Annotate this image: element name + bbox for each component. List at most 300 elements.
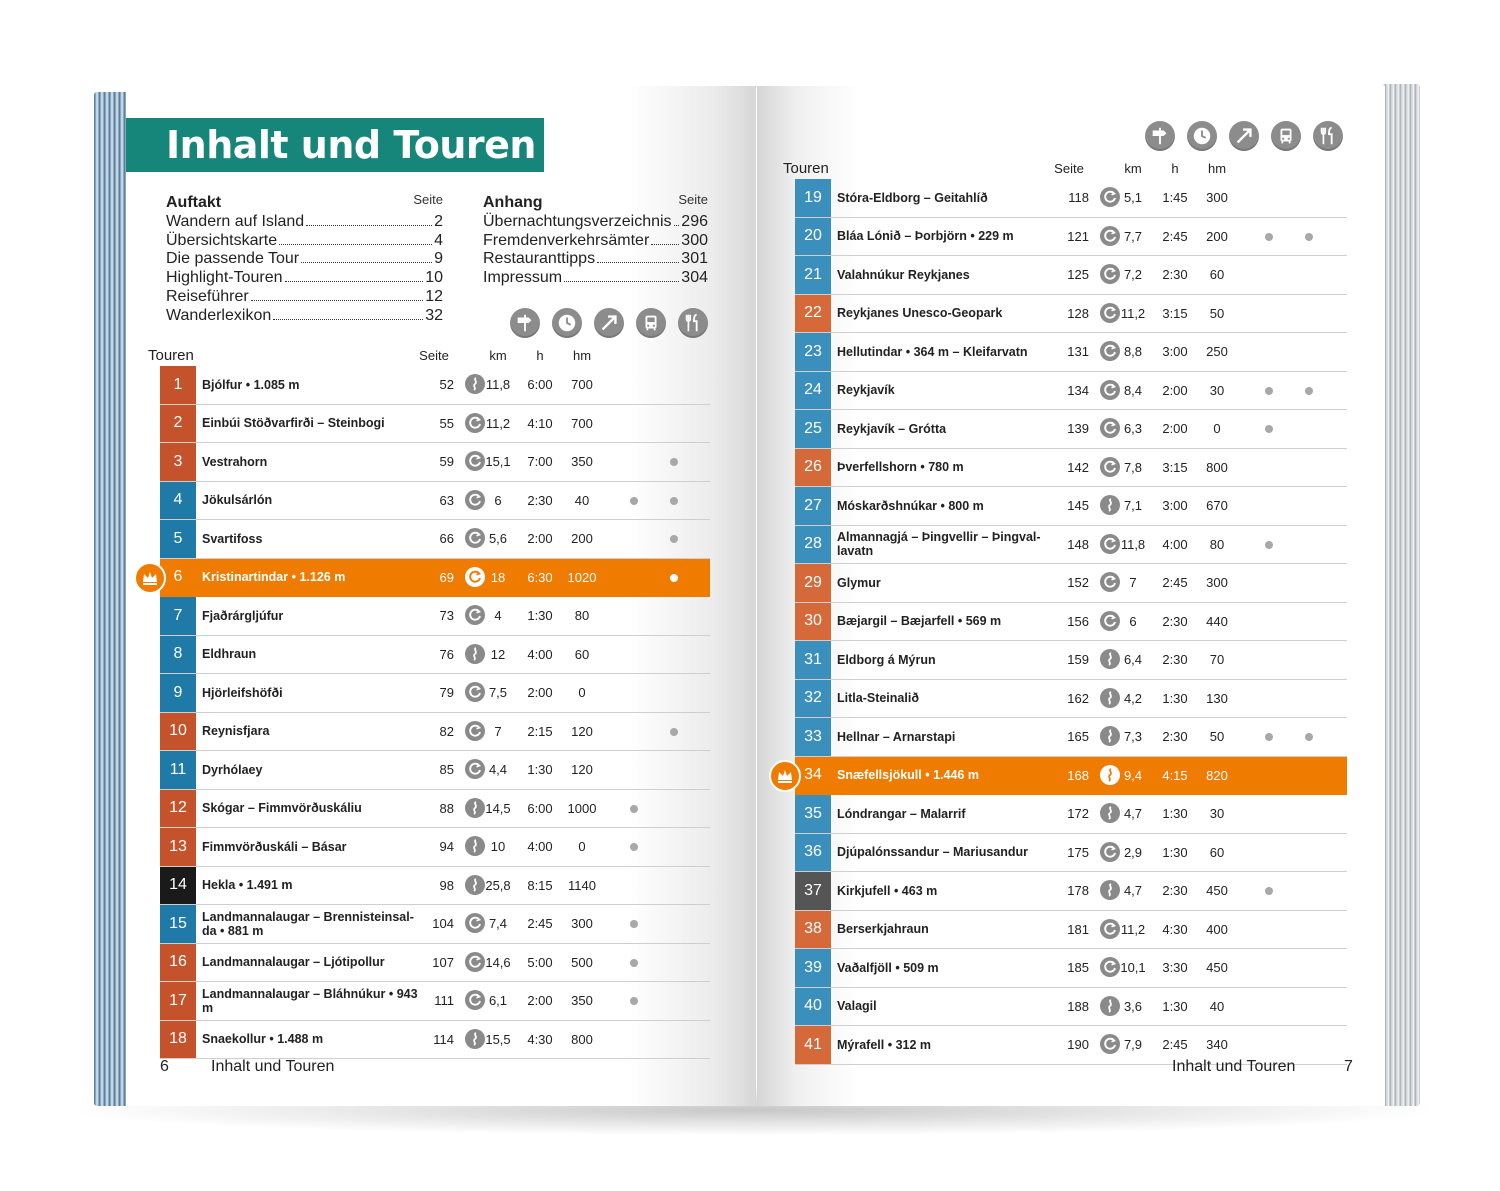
tour-row[interactable] <box>160 905 710 944</box>
tour-duration: 1:30 <box>527 608 553 624</box>
tour-row[interactable] <box>795 757 1347 796</box>
tour-number: 5 <box>160 520 196 558</box>
tour-km: 11,8 <box>485 377 511 393</box>
toc-entry-page: 12 <box>425 287 443 305</box>
tour-page: 128 <box>1067 305 1089 321</box>
tour-elevation: 80 <box>1209 536 1225 552</box>
tour-page: 111 <box>434 993 454 1009</box>
bus-icon <box>636 308 666 338</box>
table-header <box>148 344 710 366</box>
tour-km: 15,5 <box>485 1031 511 1047</box>
toc-anhang-seite-label: Seite <box>678 192 708 207</box>
bus-available-dot <box>630 843 638 851</box>
toc-leader-dots <box>651 244 679 245</box>
tour-elevation: 400 <box>1206 921 1228 937</box>
tour-row[interactable] <box>160 944 710 983</box>
tour-row[interactable] <box>160 443 710 482</box>
toc-entry-label: Highlight-Touren <box>166 269 283 287</box>
tour-number: 11 <box>160 751 196 789</box>
tour-row[interactable] <box>795 526 1347 565</box>
tour-number: 10 <box>160 713 196 751</box>
tour-elevation: 70 <box>1209 652 1225 668</box>
tour-elevation: 300 <box>571 916 593 932</box>
tour-number: 22 <box>795 295 831 333</box>
tour-name: Svartifoss <box>202 531 263 546</box>
tour-row[interactable] <box>160 713 710 752</box>
restaurant-available-dot <box>670 728 678 736</box>
tour-name: Bjólfur • 1.085 m <box>202 377 300 392</box>
tour-km: 14,6 <box>485 954 511 970</box>
tour-km: 3,6 <box>1123 998 1143 1014</box>
footer-title: Inhalt und Touren <box>211 1058 335 1075</box>
restaurant-icon <box>678 308 708 338</box>
toc-entry-label: Die passende Tour <box>166 250 300 268</box>
tour-number: 23 <box>795 333 831 371</box>
toc-entry-label: Reiseführer <box>166 287 249 305</box>
tour-elevation: 1000 <box>567 800 597 816</box>
tour-km: 8,8 <box>1123 344 1143 360</box>
header-touren: Touren <box>783 160 829 177</box>
tour-km: 4,7 <box>1123 883 1143 899</box>
tour-elevation: 350 <box>571 993 593 1009</box>
tour-page: 139 <box>1067 421 1089 437</box>
header-h: h <box>1171 161 1179 176</box>
restaurant-available-dot <box>1305 733 1313 741</box>
toc-auftakt-entry[interactable] <box>166 232 443 251</box>
tour-row[interactable] <box>795 603 1347 642</box>
restaurant-available-dot <box>1305 387 1313 395</box>
toc-auftakt-entry[interactable] <box>166 250 443 269</box>
header-km: km <box>489 348 507 363</box>
tour-page: 85 <box>439 762 454 778</box>
tour-name: Móskarðshnúkar • 800 m <box>837 498 984 513</box>
footer-page-number: 7 <box>1344 1058 1353 1075</box>
tour-page: 190 <box>1067 1037 1089 1053</box>
tour-name: Jökulsárlón <box>202 493 273 508</box>
tour-name: Vestrahorn <box>202 454 268 469</box>
tour-row[interactable] <box>160 366 710 405</box>
page-title: Inhalt und Touren <box>126 118 544 172</box>
tour-page: 145 <box>1067 498 1089 514</box>
bus-available-dot <box>630 997 638 1005</box>
tour-elevation: 60 <box>1209 267 1225 283</box>
tour-name: Fimmvörðuskáli – Básar <box>202 839 347 854</box>
tour-page: 181 <box>1067 921 1089 937</box>
tour-elevation: 120 <box>571 762 593 778</box>
toc-entry-page: 301 <box>681 250 708 268</box>
tour-duration: 1:30 <box>1162 844 1188 860</box>
tour-km: 8,4 <box>1123 382 1143 398</box>
tour-number: 28 <box>795 526 831 564</box>
tour-number: 7 <box>160 597 196 635</box>
tour-elevation: 670 <box>1206 498 1228 514</box>
tour-elevation: 440 <box>1206 613 1228 629</box>
clock-icon <box>1187 121 1217 151</box>
tour-duration: 8:15 <box>527 877 553 893</box>
tour-km: 15,1 <box>485 454 511 470</box>
tour-km: 7,2 <box>1123 267 1143 283</box>
bus-icon <box>1271 121 1301 151</box>
tour-row[interactable] <box>795 834 1347 873</box>
tour-row[interactable] <box>160 1021 710 1060</box>
tour-km: 11,2 <box>1120 921 1146 937</box>
toc-auftakt-entry[interactable] <box>166 307 443 326</box>
tour-row[interactable] <box>160 751 710 790</box>
tour-duration: 1:30 <box>1162 690 1188 706</box>
toc-leader-dots <box>301 262 432 263</box>
tour-row[interactable] <box>795 949 1347 988</box>
tour-number: 34 <box>795 757 831 795</box>
toc-entry-page: 4 <box>434 231 443 249</box>
tour-number: 27 <box>795 487 831 525</box>
tour-number: 38 <box>795 911 831 949</box>
tour-row[interactable] <box>795 295 1347 334</box>
tour-row[interactable] <box>160 559 710 598</box>
toc-entry-page: 2 <box>434 212 443 230</box>
tour-row[interactable] <box>795 718 1347 757</box>
tour-duration: 3:00 <box>1162 344 1188 360</box>
tour-elevation: 30 <box>1209 806 1225 822</box>
tour-km: 9,4 <box>1123 767 1143 783</box>
tour-duration: 2:30 <box>1162 883 1188 899</box>
tour-name: Reynisfjara <box>202 724 270 739</box>
tour-page: 178 <box>1067 883 1089 899</box>
tour-elevation: 50 <box>1209 729 1225 745</box>
tour-duration: 3:15 <box>1162 305 1188 321</box>
tour-number: 25 <box>795 410 831 448</box>
tour-number: 37 <box>795 872 831 910</box>
tour-elevation: 0 <box>578 685 586 701</box>
bus-available-dot <box>630 920 638 928</box>
toc-entry-label: Übernachtungsverzeichnis <box>483 212 672 230</box>
restaurant-available-dot <box>1305 233 1313 241</box>
ascent-arrow-icon <box>594 308 624 338</box>
tour-name: Djúpalónssandur – Mariusandur <box>837 845 1029 860</box>
tour-row[interactable] <box>160 597 710 636</box>
tour-page: 114 <box>433 1031 454 1047</box>
toc-entry-label: Wanderlexikon <box>166 306 272 324</box>
tour-row[interactable] <box>160 405 710 444</box>
toc-leader-dots <box>251 300 424 301</box>
tour-number: 39 <box>795 949 831 987</box>
tour-row[interactable] <box>795 988 1347 1027</box>
tour-page: 134 <box>1067 382 1089 398</box>
tour-number: 17 <box>160 982 196 1020</box>
tour-km: 7,9 <box>1123 1037 1143 1053</box>
toc-auftakt-entry[interactable] <box>166 269 443 288</box>
toc-entry-label: Fremdenverkehrsämter <box>483 231 650 249</box>
page-stack-left <box>94 92 130 1106</box>
header-hm: hm <box>1207 161 1227 176</box>
tour-name: Snæfellsjökull • 1.446 m <box>837 768 979 783</box>
tour-number: 21 <box>795 256 831 294</box>
toc-anhang-entry[interactable] <box>483 269 708 288</box>
tour-elevation: 60 <box>1209 844 1225 860</box>
tour-number: 26 <box>795 449 831 487</box>
bus-available-dot <box>1265 387 1273 395</box>
tour-row[interactable] <box>795 872 1347 911</box>
tour-duration: 2:30 <box>1162 729 1188 745</box>
tour-page: 156 <box>1067 613 1089 629</box>
tour-name: Glymur <box>837 575 881 590</box>
tour-page: 66 <box>439 531 454 547</box>
tour-km: 11,2 <box>1120 305 1146 321</box>
tour-name: Almannagjá – Þingvellir – Þingval-lavatn <box>837 530 1041 559</box>
tour-elevation: 30 <box>1209 382 1225 398</box>
tour-page: 69 <box>439 569 454 585</box>
tour-km: 6,1 <box>488 993 508 1009</box>
tour-duration: 2:30 <box>1162 652 1188 668</box>
tour-row[interactable] <box>795 680 1347 719</box>
tour-page: 172 <box>1067 806 1089 822</box>
tour-number: 8 <box>160 636 196 674</box>
tour-duration: 2:45 <box>1162 1037 1188 1053</box>
tour-page: 142 <box>1067 459 1089 475</box>
tour-km: 5,6 <box>488 531 508 547</box>
tour-number: 35 <box>795 795 831 833</box>
tour-km: 2,9 <box>1123 844 1143 860</box>
toc-leader-dots <box>597 262 679 263</box>
tour-elevation: 120 <box>571 723 593 739</box>
tour-row[interactable] <box>795 218 1347 257</box>
tour-row[interactable] <box>795 641 1347 680</box>
tour-row[interactable] <box>160 982 710 1021</box>
bus-available-dot <box>630 805 638 813</box>
tour-number: 30 <box>795 603 831 641</box>
bus-available-dot <box>630 959 638 967</box>
tour-name: Hellutindar • 364 m – Kleifarvatn <box>837 344 1028 359</box>
tour-duration: 1:45 <box>1162 190 1188 206</box>
header-touren: Touren <box>148 347 194 364</box>
tour-elevation: 700 <box>571 377 593 393</box>
tour-number: 19 <box>795 179 831 217</box>
tour-page: 159 <box>1067 652 1089 668</box>
tour-row[interactable] <box>160 867 710 906</box>
tour-km: 4 <box>494 608 502 624</box>
signpost-icon <box>1145 121 1175 151</box>
tour-page: 52 <box>439 377 454 393</box>
tour-page: 118 <box>1068 190 1089 206</box>
tour-name: Hjörleifshöfði <box>202 685 283 700</box>
tour-row[interactable] <box>160 636 710 675</box>
tour-km: 12 <box>490 646 506 662</box>
tour-row[interactable] <box>795 449 1347 488</box>
tour-km: 6,3 <box>1123 421 1143 437</box>
tour-name: Litla-Steinalið <box>837 691 919 706</box>
tour-name: Lóndrangar – Malarrif <box>837 806 966 821</box>
tour-duration: 3:00 <box>1162 498 1188 514</box>
header-km: km <box>1124 161 1142 176</box>
tour-duration: 2:00 <box>527 685 553 701</box>
tour-number: 13 <box>160 828 196 866</box>
tour-duration: 4:30 <box>1162 921 1188 937</box>
tour-elevation: 40 <box>1209 998 1225 1014</box>
tours-table-right <box>783 157 1347 1065</box>
tour-duration: 4:15 <box>1162 767 1188 783</box>
tour-elevation: 340 <box>1206 1037 1228 1053</box>
tour-page: 63 <box>439 492 454 508</box>
tour-number: 6 <box>160 559 196 597</box>
tour-duration: 2:45 <box>1162 228 1188 244</box>
toc-leader-dots <box>306 225 432 226</box>
tour-number: 24 <box>795 372 831 410</box>
tour-km: 4,2 <box>1123 690 1143 706</box>
tour-row[interactable] <box>160 482 710 521</box>
toc-auftakt-heading: Auftakt <box>166 194 222 211</box>
bus-available-dot <box>630 497 638 505</box>
tour-page: 125 <box>1067 267 1089 283</box>
toc-leader-dots <box>285 281 424 282</box>
tour-number: 9 <box>160 674 196 712</box>
tour-row[interactable] <box>795 372 1347 411</box>
tour-row[interactable] <box>795 795 1347 834</box>
tour-name: Valahnúkur Reykjanes <box>837 267 970 282</box>
tour-row[interactable] <box>795 333 1347 372</box>
tour-duration: 2:15 <box>527 723 553 739</box>
toc-leader-dots <box>279 244 432 245</box>
header-h: h <box>536 348 544 363</box>
table-header <box>783 157 1347 179</box>
tour-number: 33 <box>795 718 831 756</box>
tour-name: Stóra-Eldborg – Geitahlíð <box>837 190 988 205</box>
tour-elevation: 60 <box>574 646 590 662</box>
legend-icons-right <box>1145 121 1343 151</box>
tour-name: Berserkjahraun <box>837 922 929 937</box>
tour-row[interactable] <box>795 179 1347 218</box>
tour-km: 10 <box>490 839 506 855</box>
tour-page: 185 <box>1067 960 1089 976</box>
tour-row[interactable] <box>160 520 710 559</box>
tour-name: Þverfellshorn • 780 m <box>837 460 964 475</box>
toc-leader-dots <box>564 281 679 282</box>
tour-duration: 6:30 <box>527 569 553 585</box>
tour-name: Dyrhólaey <box>202 762 263 777</box>
tour-number: 12 <box>160 790 196 828</box>
tour-name: Skógar – Fimmvörðuskáliu <box>202 801 362 816</box>
ascent-arrow-icon <box>1229 121 1259 151</box>
toc-auftakt-entry[interactable] <box>166 213 443 232</box>
legend-icons-left <box>510 308 708 338</box>
tour-name: Hekla • 1.491 m <box>202 878 293 893</box>
tour-row[interactable] <box>795 911 1347 950</box>
tour-number: 14 <box>160 867 196 905</box>
tour-number: 4 <box>160 482 196 520</box>
tour-duration: 2:30 <box>527 492 553 508</box>
tour-duration: 2:00 <box>1162 382 1188 398</box>
tour-page: 107 <box>432 954 454 970</box>
toc-entry-page: 9 <box>434 250 443 268</box>
bus-available-dot <box>1265 233 1273 241</box>
highlight-crown-icon <box>134 562 166 594</box>
toc-entry-page: 304 <box>681 269 708 287</box>
tour-name: Bláa Lónið – Þorbjörn • 229 m <box>837 229 1014 244</box>
tour-row[interactable] <box>160 674 710 713</box>
tour-duration: 1:30 <box>1162 998 1188 1014</box>
tour-number: 15 <box>160 905 196 943</box>
tour-name: Valagil <box>837 999 877 1014</box>
tour-duration: 2:45 <box>1162 575 1188 591</box>
tour-elevation: 130 <box>1206 690 1228 706</box>
tour-km: 7,8 <box>1123 459 1143 475</box>
tour-page: 55 <box>439 415 454 431</box>
footer-title: Inhalt und Touren <box>1172 1058 1296 1075</box>
tour-elevation: 80 <box>574 608 590 624</box>
tour-duration: 4:00 <box>1162 536 1188 552</box>
tour-name: Landmannalaugar – Bláhnúkur • 943 m <box>202 986 418 1015</box>
tour-km: 11,8 <box>1120 536 1146 552</box>
tour-elevation: 450 <box>1206 883 1228 899</box>
tour-elevation: 300 <box>1206 575 1228 591</box>
tour-duration: 2:00 <box>527 993 553 1009</box>
tour-row[interactable] <box>160 790 710 829</box>
tour-name: Vaðalfjöll • 509 m <box>837 960 939 975</box>
restaurant-available-dot <box>670 574 678 582</box>
tour-km: 7,5 <box>488 685 508 701</box>
toc-auftakt <box>166 194 443 326</box>
tour-page: 131 <box>1067 344 1089 360</box>
tour-row[interactable] <box>795 410 1347 449</box>
tour-row[interactable] <box>795 487 1347 526</box>
tour-km: 6 <box>494 492 502 508</box>
tour-number: 20 <box>795 218 831 256</box>
tour-number: 29 <box>795 564 831 602</box>
tour-number: 18 <box>160 1021 196 1059</box>
tour-row[interactable] <box>795 256 1347 295</box>
tour-duration: 2:30 <box>1162 613 1188 629</box>
tour-name: Einbúi Stöðvarfirði – Steinbogi <box>202 416 385 431</box>
tour-row[interactable] <box>795 564 1347 603</box>
tour-elevation: 0 <box>578 839 586 855</box>
toc-anhang-entry[interactable] <box>483 213 708 232</box>
tour-page: 168 <box>1067 767 1089 783</box>
tour-page: 121 <box>1067 228 1089 244</box>
tour-name: Kristinartindar • 1.126 m <box>202 570 346 585</box>
tour-number: 1 <box>160 366 196 404</box>
tour-row[interactable] <box>160 828 710 867</box>
toc-leader-dots <box>674 225 680 226</box>
tour-elevation: 800 <box>571 1031 593 1047</box>
tour-number: 16 <box>160 944 196 982</box>
tour-name: Eldborg á Mýrun <box>837 652 936 667</box>
clock-icon <box>552 308 582 338</box>
tour-duration: 3:15 <box>1162 459 1188 475</box>
tour-km: 14,5 <box>485 800 511 816</box>
tour-name: Landmannalaugar – Ljótipollur <box>202 955 385 970</box>
restaurant-available-dot <box>670 497 678 505</box>
tour-page: 79 <box>439 685 454 701</box>
tour-page: 104 <box>432 916 454 932</box>
highlight-crown-icon <box>769 760 801 792</box>
tour-page: 188 <box>1067 998 1089 1014</box>
toc-anhang-entry[interactable] <box>483 232 708 251</box>
tour-km: 7,1 <box>1123 498 1143 514</box>
tour-km: 5,1 <box>1123 190 1143 206</box>
tour-name: Snaekollur • 1.488 m <box>202 1032 324 1047</box>
toc-entry-page: 10 <box>425 269 443 287</box>
tour-page: 98 <box>439 877 454 893</box>
toc-anhang-entry[interactable] <box>483 250 708 269</box>
tour-elevation: 350 <box>571 454 593 470</box>
tour-elevation: 200 <box>1206 228 1228 244</box>
tour-number: 31 <box>795 641 831 679</box>
tour-duration: 2:00 <box>1162 421 1188 437</box>
tour-elevation: 200 <box>571 531 593 547</box>
tour-km: 18 <box>490 569 506 585</box>
tour-page: 73 <box>439 608 454 624</box>
tour-duration: 1:30 <box>1162 806 1188 822</box>
tour-page: 88 <box>439 800 454 816</box>
toc-auftakt-entry[interactable] <box>166 288 443 307</box>
